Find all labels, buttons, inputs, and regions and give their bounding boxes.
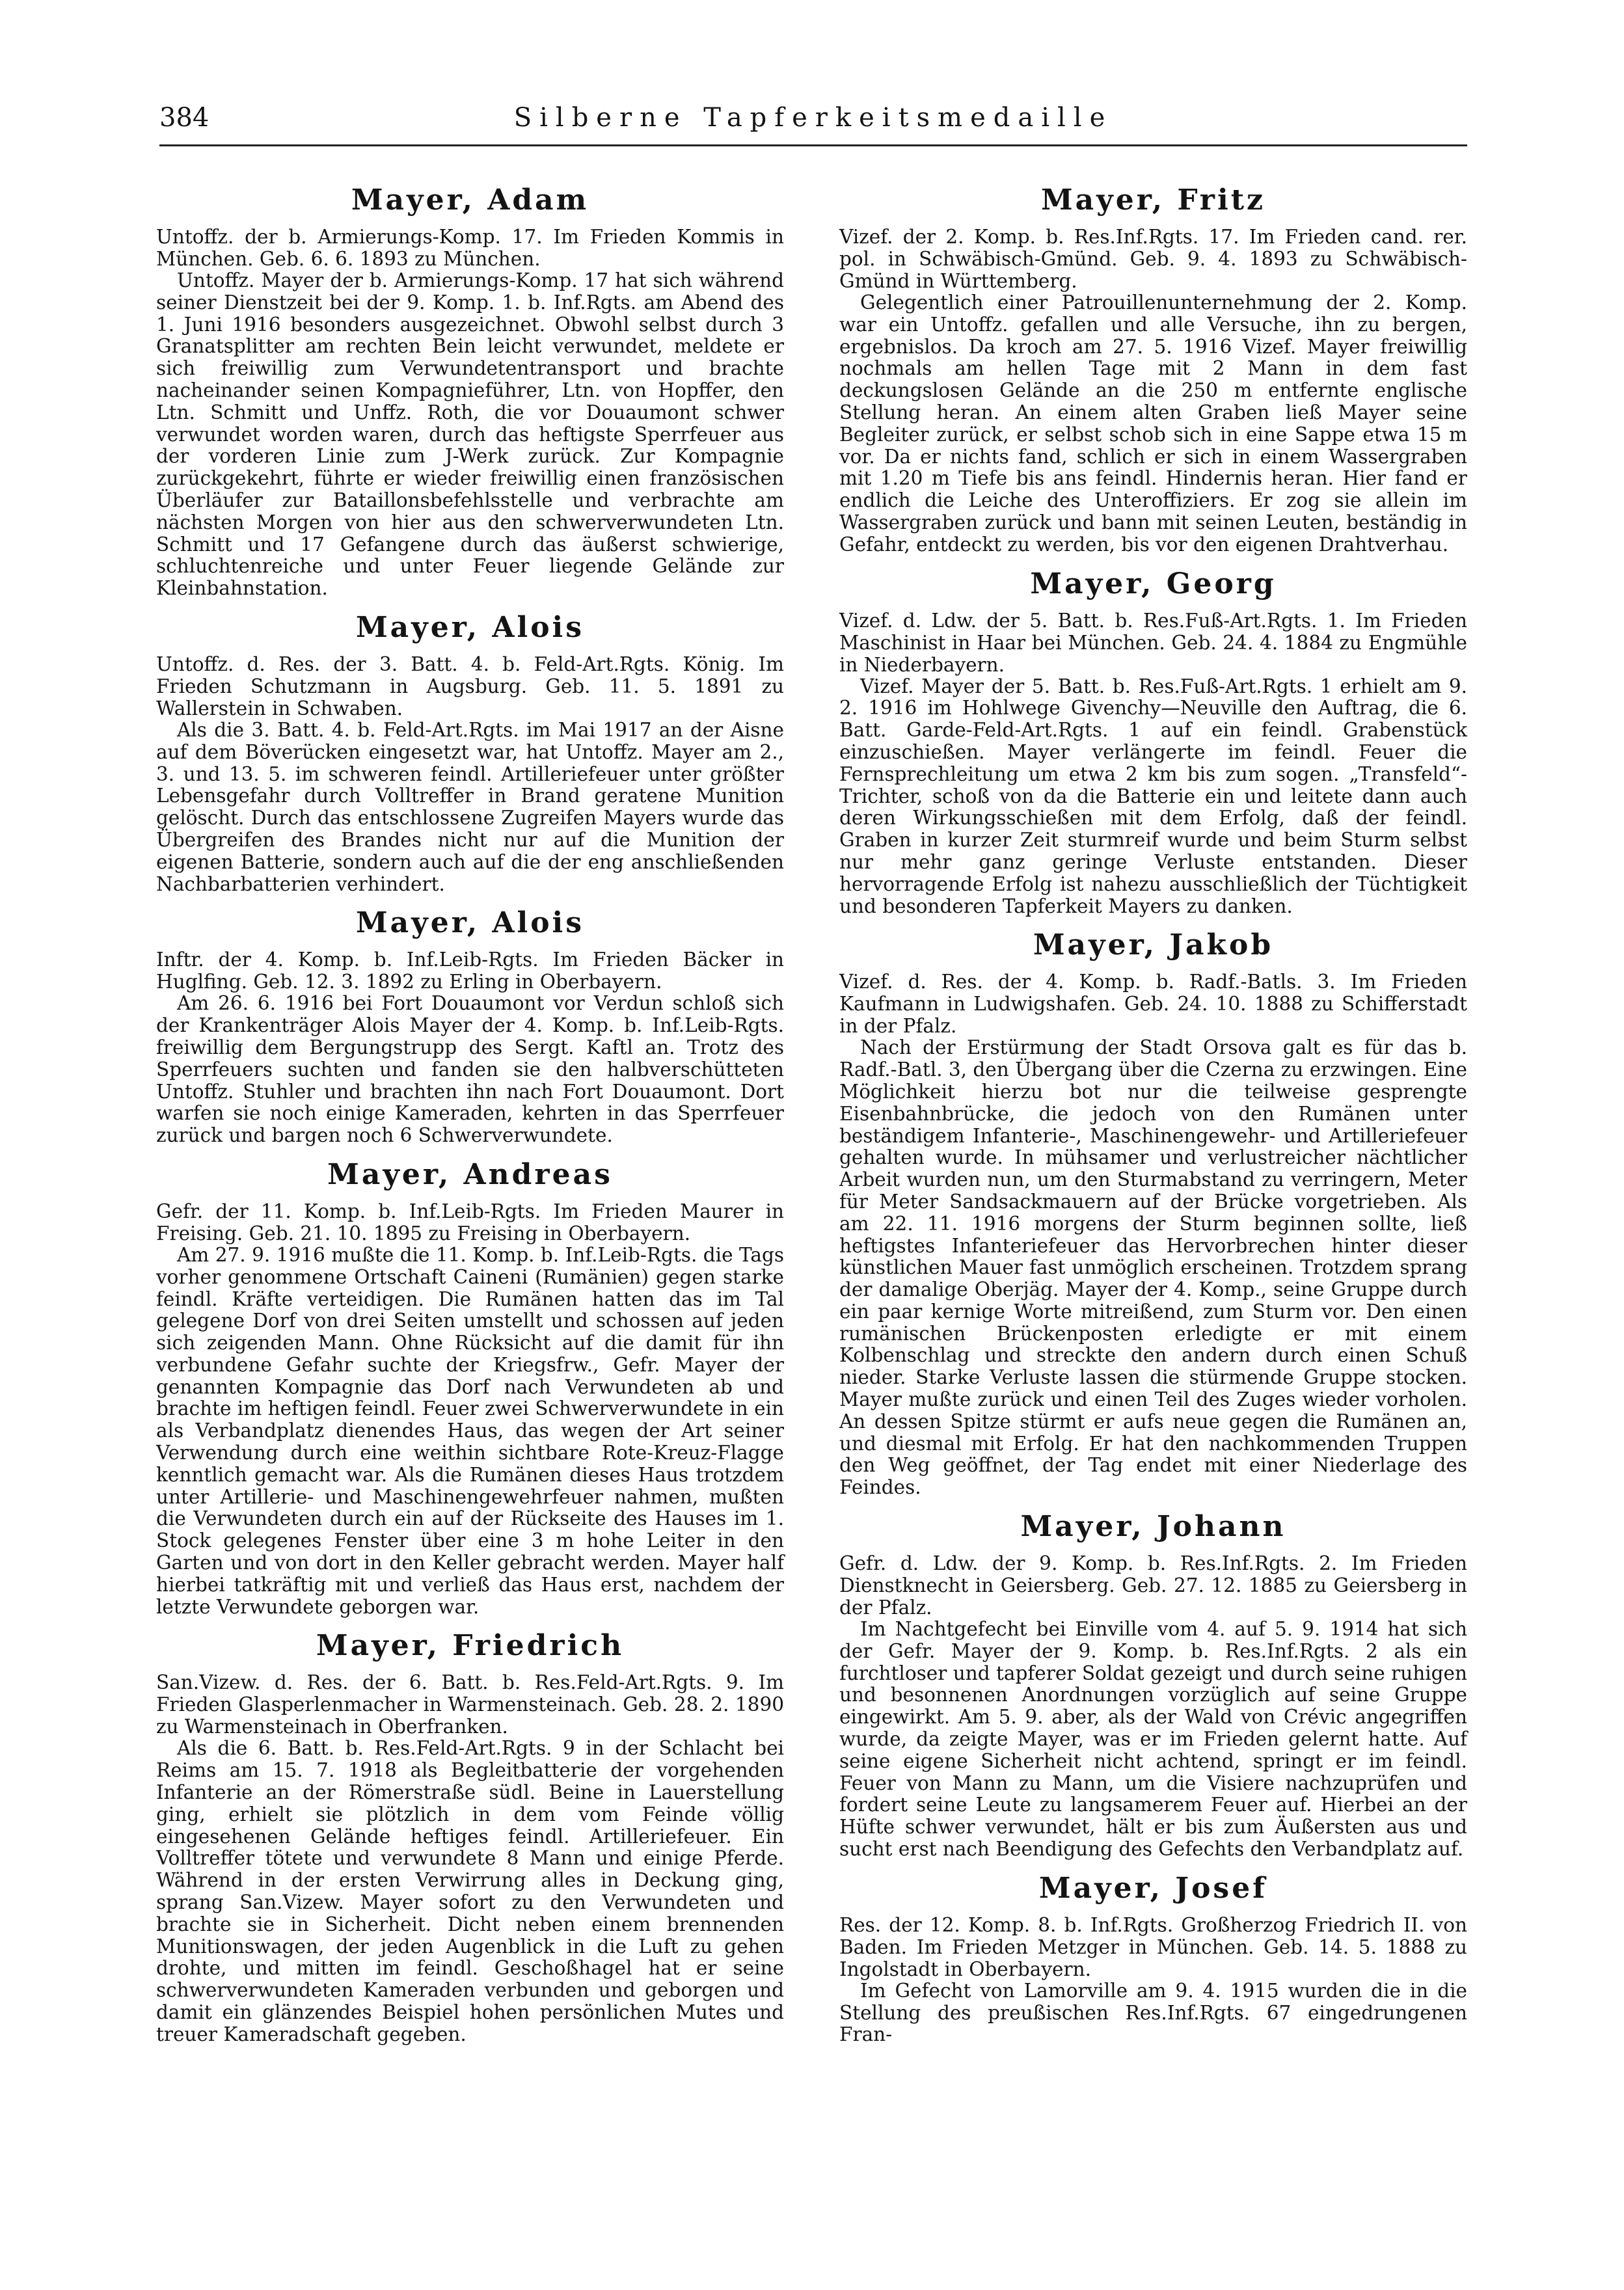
entry-unit: Res. der 12. Komp. 8. b. Inf.Rgts. Großherzog Friedrich II. von Baden. Im Frieden Metzger in München. Geb. 14. 5. 1888 zu Ingolstadt in Oberbayern. (839, 1913, 1467, 1980)
entry-name: Mayer, Johann (1020, 1510, 1286, 1544)
entry-text: Als die 3. Batt. 4. b. Feld-Art.Rgts. im Mai 1917 an der Aisne auf dem Böverücken eingesetzt war, hat Untoffz. Mayer am 2., 3. und 13. 5. im schweren feindl. Artilleriefeuer unter größter Lebensgefahr durch Volltreffer in Brand geratene Munition gelöscht. Durch das entschlossene Zugreifen Mayers wurde das Übergreifen des Brandes nicht nur auf die Munition der eigenen Batterie, sondern auch auf die der eng anschließenden Nachbarbatterien verhindert. (156, 718, 784, 895)
entry-text: Im Nachtgefecht bei Einville vom 4. auf 5. 9. 1914 hat sich der Gefr. Mayer der 9. Komp. b. Res.Inf.Rgts. 2 als ein furchtloser und tapferer Soldat gezeigt und durch seine ruhigen und besonnenen Anordnungen vorzüglich auf seine Gruppe eingewirkt. Am 5. 9. aber, als der Wald von Crévic angegriffen wurde, da zeigte Mayer, was er im Frieden gelernt hatte. Auf seine eigene Sicherheit nicht achtend, springt er im feindl. Feuer von Mann zu Mann, um die Visiere nachzuprüfen und fordert seine Leute zu langsamerem Feuer auf. Hierbei an der Hüfte schwer verwundet, hält er bis zum Äußersten aus und sucht erst nach Beendigung des Gefechts den Verbandplatz auf. (839, 1618, 1467, 1861)
entry (839, 926, 1467, 1499)
entry-unit: Vizef. der 2. Komp. b. Res.Inf.Rgts. 17. Im Frieden cand. rer. pol. in Schwäbisch-Gmünd. Geb. 9. 4. 1893 zu Schwäbisch-Gmünd in Württemberg. (839, 226, 1467, 292)
entry-name: Mayer, Alois (355, 610, 585, 644)
entry (839, 182, 1467, 556)
entry-name: Mayer, Jakob (1033, 928, 1274, 962)
entry-unit: Untoffz. d. Res. der 3. Batt. 4. b. Feld-Art.Rgts. König. Im Frieden Schutzmann in Augsburg. Geb. 11. 5. 1891 zu Wallerstein in Schwaben. (156, 653, 784, 720)
entry-name: Mayer, Adam (351, 183, 589, 217)
entry-text: Am 26. 6. 1916 bei Fort Douaumont vor Verdun schloß sich der Krankenträger Alois Mayer der 4. Komp. b. Inf.Leib-Rgts. freiwillig dem Bergungstrupp des Sergt. Kaftl an. Trotz des Sperrfeuers suchten und fanden sie den halbverschütteten Untoffz. Stuhler und brachten ihn nach Fort Douaumont. Dort warfen sie noch einige Kameraden, kehrten in das Sperrfeuer zurück und bargen noch 6 Schwerverwundete. (156, 992, 784, 1147)
entry (156, 609, 784, 895)
running-title: Silberne Tapferkeitsmedaille (513, 103, 1113, 133)
page-number: 384 (159, 103, 210, 133)
entry (156, 1156, 784, 1619)
entry-unit: San.Vizew. d. Res. der 6. Batt. b. Res.Feld-Art.Rgts. 9. Im Frieden Glasperlenmacher in Warmensteinach. Geb. 28. 2. 1890 zu Warmensteinach in Oberfranken. (156, 1671, 784, 1738)
entry-text: Am 27. 9. 1916 mußte die 11. Komp. b. Inf.Leib-Rgts. die Tags vorher genommene Ortschaft Caineni (Rumänien) gegen starke feindl. Kräfte verteidigen. Die Rumänen hatten das im Tal gelegene Dorf von drei Seiten umstellt und schossen auf jeden sich zeigenden Mann. Ohne Rücksicht auf die damit für ihn verbundene Gefahr suchte der Kriegsfrw., Gefr. Mayer der genannten Kompagnie das Dorf nach Verwundeten ab und brachte im heftigen feindl. Feuer zwei Schwerverwundete in ein als Verbandplatz dienendes Haus, das wegen der Art seiner Verwendung durch eine weithin sichtbare Rote-Kreuz-Flagge kenntlich gemacht war. Als die Rumänen dieses Haus trotzdem unter Artillerie- und Maschinengewehrfeuer nahmen, mußten die Verwundeten durch ein auf der Rückseite des Hauses im 1. Stock gelegenes Fenster über eine 3 m hohe Leiter in den Garten und von dort in den Keller gebracht werden. Mayer half hierbei tatkräftig mit und verließ das Haus erst, nachdem der letzte Verwundete geborgen war. (156, 1243, 784, 1618)
entry-name: Mayer, Georg (1030, 567, 1277, 600)
entry-name: Mayer, Andreas (327, 1157, 613, 1191)
entry (156, 1627, 784, 2045)
entry (156, 904, 784, 1147)
entry (839, 1508, 1467, 1861)
entry-name: Mayer, Friedrich (316, 1629, 625, 1663)
page-header (159, 98, 1467, 146)
entry-text: Im Gefecht von Lamorville am 9. 4. 1915 wurden die in die Stellung des preußischen Res.Inf.Rgts. 67 eingedrungenen Fran- (839, 1979, 1467, 2046)
entry-name: Mayer, Alois (355, 906, 585, 940)
entry-unit: Vizef. d. Res. der 4. Komp. b. Radf.-Batls. 3. Im Frieden Kaufmann in Ludwigshafen. Geb. 24. 10. 1888 zu Schifferstadt in der Pfalz. (839, 971, 1467, 1038)
right-column (839, 172, 1467, 2046)
entry-unit: Inftr. der 4. Komp. b. Inf.Leib-Rgts. Im Frieden Bäcker in Huglfing. Geb. 12. 3. 1892 zu Erling in Oberbayern. (156, 949, 784, 993)
entry-unit: Gefr. d. Ldw. der 9. Komp. b. Res.Inf.Rgts. 2. Im Frieden Dienstknecht in Geiersberg. Geb. 27. 12. 1885 zu Geiersberg in der Pfalz. (839, 1552, 1467, 1619)
entry-text: Nach der Erstürmung der Stadt Orsova galt es für das b. Radf.-Batl. 3, den Übergang über die Czerna zu erzwingen. Eine Möglichkeit hierzu bot nur die teilweise gesprengte Eisenbahnbrücke, die jedoch von den Rumänen unter beständigem Infanterie-, Maschinengewehr- und Artilleriefeuer gehalten wurde. In mühsamer und verlustreicher nächtlicher Arbeit wurden nun, um den Sturmabstand zu verringern, Meter für Meter Sandsackmauern auf der Brücke vorgetrieben. Als am 22. 11. 1916 morgens der Sturm beginnen sollte, ließ heftigstes Infanteriefeuer das Hervorbrechen hinter dieser künstlichen Mauer fast unmöglich erscheinen. Trotzdem sprang der damalige Oberjäg. Mayer der 4. Komp., seine Gruppe durch ein paar kernige Worte mitreißend, zum Sturm vor. Den einen rumänischen Brückenposten erledigte er mit einem Kolbenschlag und streckte den andern durch einen Schuß nieder. Starke Verluste lassen die stürmende Gruppe stocken. Mayer mußte zurück und einen Teil des Zuges wieder vorholen. An dessen Spitze stürmt er aufs neue gegen die Rumänen an, und diesmal mit Erfolg. Er hat den nachkommenden Truppen den Weg geöffnet, der Tag endet mit einer Niederlage des Feindes. (839, 1036, 1468, 1499)
entry-unit: Gefr. der 11. Komp. b. Inf.Leib-Rgts. Im Frieden Maurer in Freising. Geb. 21. 10. 1895 zu Freising in Oberbayern. (156, 1200, 784, 1245)
left-column (156, 172, 784, 2046)
entry-unit: Vizef. d. Ldw. der 5. Batt. b. Res.Fuß-Art.Rgts. 1. Im Frieden Maschinist in Haar bei München. Geb. 24. 4. 1884 zu Engmühle in Niederbayern. (839, 609, 1467, 676)
entry-name: Mayer, Fritz (1040, 183, 1266, 217)
entry-text: Vizef. Mayer der 5. Batt. b. Res.Fuß-Art.Rgts. 1 erhielt am 9. 2. 1916 im Hohlwege Givenchy—Neuville den Auftrag, die 6. Batt. Garde-Feld-Art.Rgts. 1 auf ein feindl. Grabenstück einzuschießen. Mayer verlängerte im feindl. Feuer die Fernsprechleitung um etwa 2 km bis zum sogen. „Transfeld“-Trichter, schoß von da die Batterie ein und leitete dann auch deren Wirkungsschießen mit dem Erfolg, daß der feindl. Graben in kurzer Zeit sturmreif wurde und beim Sturm selbst nur mehr ganz geringe Verluste entstanden. Dieser hervorragende Erfolg ist nahezu ausschließlich der Tüchtigkeit und besonderen Tapferkeit Mayers zu danken. (839, 675, 1467, 917)
entry-name: Mayer, Josef (1038, 1871, 1268, 1905)
entry-text: Als die 6. Batt. b. Res.Feld-Art.Rgts. 9 in der Schlacht bei Reims am 15. 7. 1918 als Begleitbatterie der vorgehenden Infanterie an der Römerstraße südl. Beine in Lauerstellung ging, erhielt sie plötzlich in dem vom Feinde völlig eingesehenen Gelände heftiges feindl. Artilleriefeuer. Ein Volltreffer tötete und verwundete 8 Mann und einige Pferde. Während in der ersten Verwirrung alles in Deckung ging, sprang San.Vizew. Mayer sofort zu den Verwundeten und brachte sie in Sicherheit. Dicht neben einem brennenden Munitionswagen, der jeden Augenblick in die Luft zu gehen drohte, und mitten im feindl. Geschoßhagel hat er seine schwerverwundeten Kameraden verbunden und geborgen und damit ein glänzendes Beispiel hohen persönlichen Mutes und treuer Kameradschaft gegeben. (156, 1737, 784, 2045)
entry (156, 182, 784, 600)
entry-unit: Untoffz. der b. Armierungs-Komp. 17. Im Frieden Kommis in München. Geb. 6. 6. 1893 zu München. (156, 226, 784, 270)
entry (839, 1870, 1467, 2046)
entry-text: Untoffz. Mayer der b. Armierungs-Komp. 17 hat sich während seiner Dienstzeit bei der 9. Komp. 1. b. Inf.Rgts. am Abend des 1. Juni 1916 besonders ausgezeichnet. Obwohl selbst durch 3 Granatsplitter am rechten Bein leicht verwundet, meldete er sich freiwillig zum Verwundetentransport und brachte nacheinander seinen Kompagnieführer, Ltn. von Hopffer, den Ltn. Schmitt und Unffz. Roth, die vor Douaumont schwer verwundet worden waren, durch das heftigste Sperrfeuer aus der vorderen Linie zum J-Werk zurück. Zur Kompagnie zurückgekehrt, führte er wieder freiwillig einen französischen Überläufer zur Bataillonsbefehlsstelle und verbrachte am nächsten Morgen von hier aus den schwerverwundeten Ltn. Schmitt und 17 Gefangene durch das äußerst schwierige, schluchtenreiche und unter Feuer liegende Gelände zur Kleinbahnstation. (156, 269, 784, 600)
entry-text: Gelegentlich einer Patrouillenunternehmung der 2. Komp. war ein Untoffz. gefallen und alle Versuche, ihn zu bergen, ergebnislos. Da kroch am 27. 5. 1916 Vizef. Mayer freiwillig nochmals am hellen Tage mit 2 Mann in dem fast deckungslosen Gelände an die 250 m entfernte englische Stellung heran. An einem alten Graben ließ Mayer seine Begleiter zurück, er selbst schob sich in eine Sappe etwa 15 m vor. Da er nichts fand, schlich er sich in einem Wassergraben mit 1.20 m Tiefe bis ans feindl. Hindernis heran. Hier fand er endlich die Leiche des Unteroffiziers. Er zog sie allein im Wassergraben zurück und bann mit seinen Leuten, beständig in Gefahr, entdeckt zu werden, bis vor den eigenen Drahtverhau. (839, 291, 1467, 556)
entry (839, 565, 1467, 918)
